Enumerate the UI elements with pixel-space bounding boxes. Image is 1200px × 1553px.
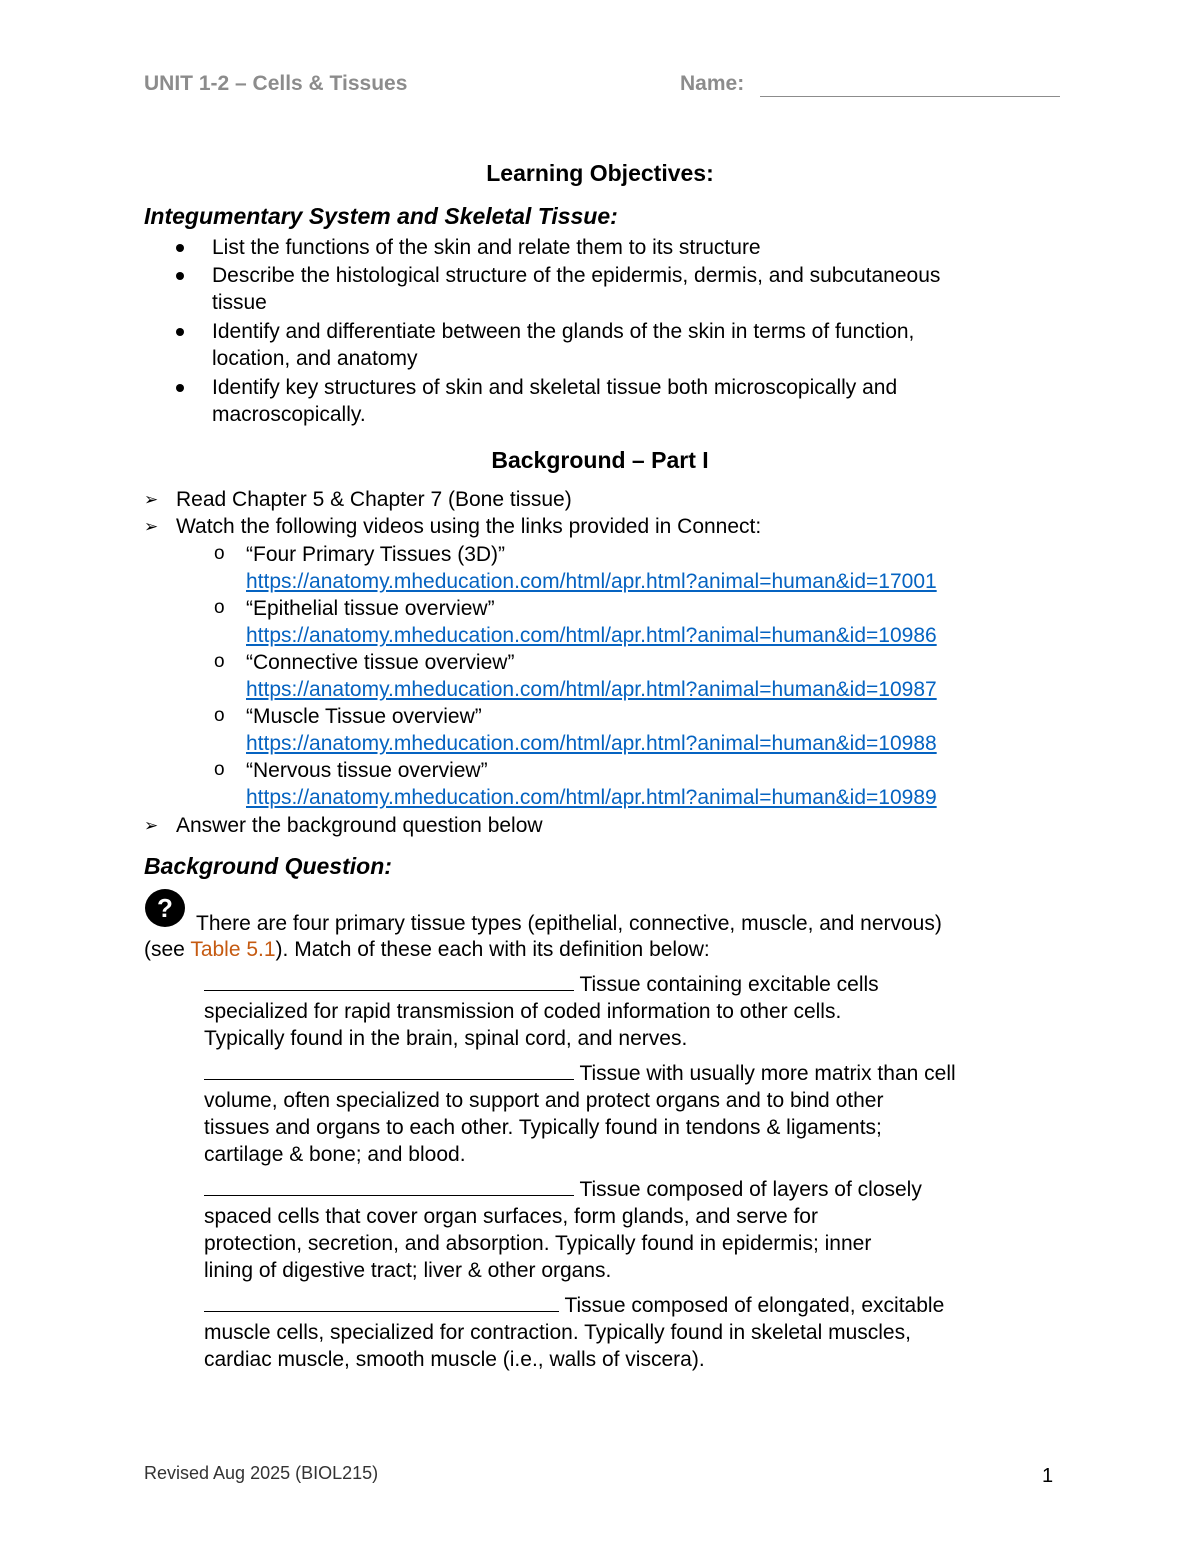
answer-text: lining of digestive tract; liver & other organs.	[204, 1259, 612, 1282]
answer-blank[interactable]	[204, 1176, 574, 1196]
revision-note: Revised Aug 2025 (BIOL215)	[144, 1463, 379, 1483]
answer-line: Tissue with usually more matrix than cell	[204, 1060, 956, 1087]
question-intro: There are four primary tissue types (epithelial, connective, muscle, and nervous)	[196, 912, 942, 935]
table-reference-link[interactable]: Table 5.1	[190, 938, 276, 961]
answer-text: cartilage & bone; and blood.	[204, 1143, 466, 1166]
video-link[interactable]: https://anatomy.mheducation.com/html/apr.html?animal=human&id=17001	[246, 570, 937, 593]
video-title: “Muscle Tissue overview”	[246, 705, 482, 728]
page-number: 1	[1042, 1465, 1054, 1487]
video-title: “Epithelial tissue overview”	[246, 597, 495, 620]
question-mark-icon: ?	[145, 889, 185, 927]
unit-header: UNIT 1-2 – Cells & Tissues	[144, 72, 408, 95]
answer-text: specialized for rapid transmission of coded information to other cells.	[204, 1000, 842, 1023]
bullet-icon	[176, 272, 184, 280]
background-item-answer: Answer the background question below	[176, 814, 543, 837]
answer-blank[interactable]	[204, 1292, 559, 1312]
video-link[interactable]: https://anatomy.mheducation.com/html/apr.html?animal=human&id=10986	[246, 624, 937, 647]
objective-item: Identify and differentiate between the glands of the skin in terms of function,	[212, 320, 915, 343]
bullet-icon	[176, 328, 184, 336]
circle-bullet-icon: o	[214, 597, 225, 618]
answer-line: Tissue composed of layers of closely	[204, 1176, 922, 1203]
objective-item-cont: macroscopically.	[212, 403, 366, 426]
arrow-bullet-icon: ➢	[144, 517, 159, 536]
answer-text: volume, often specialized to support and protect organs and to bind other	[204, 1089, 884, 1112]
answer-blank[interactable]	[204, 971, 574, 991]
objective-item-cont: location, and anatomy	[212, 347, 418, 370]
video-link[interactable]: https://anatomy.mheducation.com/html/apr.html?animal=human&id=10989	[246, 786, 937, 809]
answer-text: Typically found in the brain, spinal cord, and nerves.	[204, 1027, 688, 1050]
background-title: Background – Part I	[491, 447, 709, 473]
background-item-read: Read Chapter 5 & Chapter 7 (Bone tissue)	[176, 488, 572, 511]
objective-item-cont: tissue	[212, 291, 267, 314]
video-title: “Connective tissue overview”	[246, 651, 515, 674]
answer-text: cardiac muscle, smooth muscle (i.e., walls of viscera).	[204, 1348, 705, 1371]
answer-text: tissues and organs to each other. Typically found in tendons & ligaments;	[204, 1116, 882, 1139]
answer-text: spaced cells that cover organ surfaces, form glands, and serve for	[204, 1205, 818, 1228]
answer-text: protection, secretion, and absorption. Typically found in epidermis; inner	[204, 1232, 872, 1255]
name-field[interactable]	[760, 96, 1060, 97]
answer-blank[interactable]	[204, 1060, 574, 1080]
arrow-bullet-icon: ➢	[144, 490, 159, 509]
circle-bullet-icon: o	[214, 705, 225, 726]
objective-item: Identify key structures of skin and skeletal tissue both microscopically and	[212, 376, 898, 399]
bullet-icon	[176, 244, 184, 252]
circle-bullet-icon: o	[214, 759, 225, 780]
objectives-subtitle: Integumentary System and Skeletal Tissue:	[144, 203, 618, 229]
objective-item: List the functions of the skin and relate them to its structure	[212, 236, 761, 259]
video-link[interactable]: https://anatomy.mheducation.com/html/apr.html?animal=human&id=10988	[246, 732, 937, 755]
arrow-bullet-icon: ➢	[144, 816, 159, 835]
answer-text: muscle cells, specialized for contraction. Typically found in skeletal muscles,	[204, 1321, 911, 1344]
video-title: “Nervous tissue overview”	[246, 759, 488, 782]
video-title: “Four Primary Tissues (3D)”	[246, 543, 506, 566]
answer-line: Tissue containing excitable cells	[204, 971, 879, 998]
circle-bullet-icon: o	[214, 651, 225, 672]
question-title: Background Question:	[144, 853, 392, 879]
background-item-watch: Watch the following videos using the links provided in Connect:	[176, 515, 762, 538]
question-intro-cont: (see Table 5.1). Match of these each with its definition below:	[144, 938, 710, 961]
objectives-title: Learning Objectives:	[486, 160, 714, 186]
objective-item: Describe the histological structure of the epidermis, dermis, and subcutaneous	[212, 264, 941, 287]
circle-bullet-icon: o	[214, 543, 225, 564]
video-link[interactable]: https://anatomy.mheducation.com/html/apr.html?animal=human&id=10987	[246, 678, 937, 701]
bullet-icon	[176, 384, 184, 392]
name-label: Name:	[680, 72, 745, 95]
answer-line: Tissue composed of elongated, excitable	[204, 1292, 944, 1319]
